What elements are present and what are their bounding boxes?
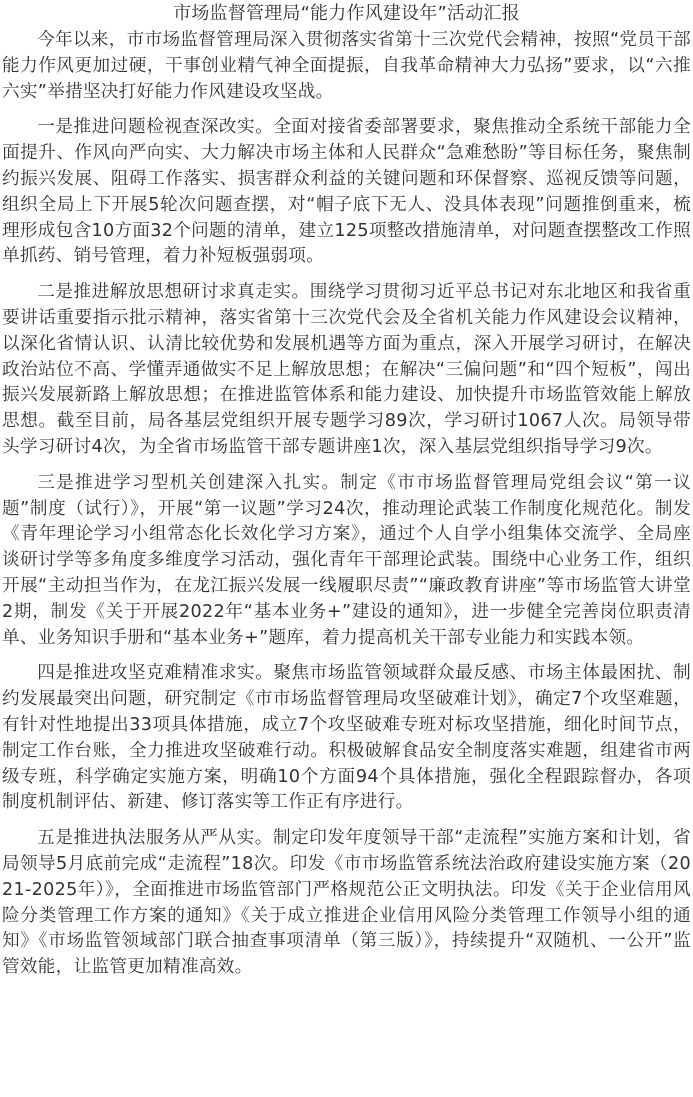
paragraph-four: 四是推进攻坚克难精准求实。聚焦市场监管领域群众最反感、市场主体最困扰、制约发展最突出问题，研究制定《市市场监督管理局攻坚破难计划》，确定7个攻坚难题，有针对性地提出33项具体措施，成立7个攻坚破难专班对标攻坚措施，细化时间节点，制定工作台账，全力推进攻坚破难行动。积极破解食品安全制度落实难题，组建省市两级专班，科学确定实施方案，明确10个方面94个具体措施，强化全程跟踪督办，各项制度机制评估、新建、修订落实等工作正有序进行。: [2, 663, 691, 813]
paragraph-five: 五是推进执法服务从严从实。制定印发年度领导干部“走流程”实施方案和计划，省局领导5月底前完成“走流程”18次。印发《市市场监管系统法治政府建设实施方案（2021-2025年）》，全面推进市场监管部门严格规范公正文明执法。印发《关于企业信用风险分类管理工作方案的通知》《关于成立推进企业信用风险分类管理工作领导小组的通知》《市场监管领域部门联合抽查事项清单（第三版）》，持续提升“双随机、一公开”监管效能，让监管更加精准高效。: [2, 828, 691, 978]
article-title: 市场监督管理局“能力作风建设年”活动汇报: [173, 3, 520, 24]
paragraph-one: 一是推进问题检视查深改实。全面对接省委部署要求，聚焦推动全系统干部能力全面提升、作风向严向实、大力解决市场主体和人民群众“急难愁盼”等目标任务，聚焦制约振兴发展、阻碍工作落实、损害群众利益的关键问题和环保督察、巡视反馈等问题，组织全局上下开展5轮次问题查摆，对“帽子底下无人、没具体表现”问题推倒重来，梳理形成包含10方面32个问题的清单，建立125项整改措施清单，对问题查摆整改工作照单抓药、销号管理，着力补短板强弱项。: [2, 117, 691, 267]
paragraph-three: 三是推进学习型机关创建深入扎实。制定《市市场监督管理局党组会议“第一议题”制度（试行）》，开展“第一议题”学习24次，推动理论武装工作制度化规范化。制发《青年理论学习小组常态化长效化学习方案》，通过个人自学小组集体交流学、全局座谈研讨学等多角度多维度学习活动，强化青年干部理论武装。围绕中心业务工作，组织开展“主动担当作为，在龙江振兴发展一线履职尽责”“廉政教育讲座”等市场监管大讲堂2期，制发《关于开展2022年“基本业务+”建设的通知》，进一步健全完善岗位职责清单、业务知识手册和“基本业务+”题库，着力提高机关干部专业能力和实践本领。: [2, 472, 691, 648]
paragraph-intro: 今年以来，市市场监督管理局深入贯彻落实省第十三次党代会精神，按照“党员干部能力作风更加过硬，干事创业精气神全面提振，自我革命精神大力弘扬”要求，以“六推六实”举措坚决打好能力作风建设攻坚战。: [2, 30, 691, 102]
paragraph-two: 二是推进解放思想研讨求真走实。围绕学习贯彻习近平总书记对东北地区和我省重要讲话重要指示批示精神，落实省第十三次党代会及全省机关能力作风建设会议精神，以深化省情认识、认清比较优势和发展机遇等方面为重点，深入开展学习研讨，在解决政治站位不高、学懂弄通做实不足上解放思想；在解决“三偏问题”和“四个短板”，闯出振兴发展新路上解放思想；在推进监管体系和能力建设、加快提升市场监管效能上解放思想。截至目前，局各基层党组织开展专题学习89次，学习研讨1067人次。局领导带头学习研讨4次，为全省市场监管干部专题讲座1次，深入基层党组织指导学习9次。: [2, 282, 691, 457]
